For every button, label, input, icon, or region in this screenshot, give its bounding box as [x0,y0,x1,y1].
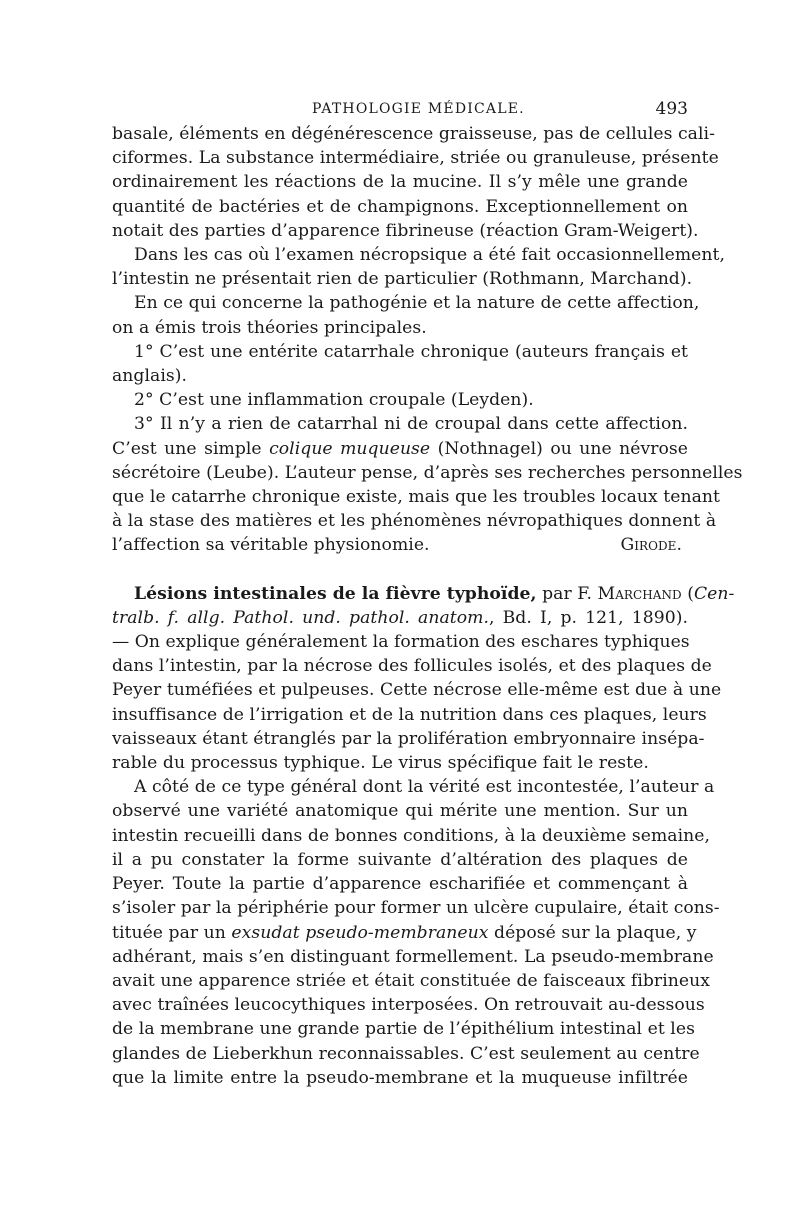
paragraph-necropsy [112,243,725,291]
theory-2 [112,388,688,412]
journal-name: tralb. f. allg. Pathol. und. pathol. anatom. [112,607,489,628]
text-line: adhérant, mais s’en distinguant formellement. La pseudo-membrane [112,946,714,967]
theory-3 [112,412,743,557]
text-line: on a émis trois théories principales. [112,317,427,338]
text-fragment: C’est une simple [112,438,270,459]
journal-name: Cen- [693,583,735,604]
paragraph-pathogeny [112,291,700,339]
text-fragment: déposé sur la plaque, y [488,922,697,943]
book-page [112,96,743,1090]
text-line: basale, éléments en dégénérescence graisseuse, pas de cellules cali- [112,124,715,144]
text-line: avec traînées leucocythiques interposées. On retrouvait au-dessous [112,995,705,1016]
text-line: En ce qui concerne la pathogénie et la nature de cette affection, [134,293,700,314]
text-line [112,921,697,945]
italic-term: exsudat pseudo-membraneux [231,922,489,943]
italic-term: colique muqueuse [269,438,431,459]
text-line: glandes de Lieberkhun reconnaissables. C’est seulement au centre [112,1043,700,1064]
section-gap [112,558,688,582]
text-line: sécrétoire (Leube). L’auteur pense, d’après ses recherches personnelles [112,462,743,483]
text-fragment: (Nothnagel) ou une névrose [430,438,688,459]
text-fragment: par F. [536,583,598,604]
paragraph-mucine [112,122,719,243]
article-author: Marchand [597,583,682,604]
text-line: 3° Il n’y a rien de catarrhal ni de croupal dans cette affection. [134,414,688,435]
theory-1 [112,340,688,388]
text-line: rable du processus typhique. Le virus spécifique fait le reste. [112,753,649,774]
text-line: Peyer. Toute la partie d’apparence escharifiée et commençant à [112,874,688,895]
text-line: insuffisance de l’irrigation et de la nutrition dans ces plaques, leurs [112,704,707,725]
article-title-line [112,582,735,606]
text-fragment: ( [681,583,694,604]
article-typhoid [112,582,735,776]
text-line: il a pu constater la forme suivante d’altération des plaques de [112,849,688,870]
text-line: 1° C’est une entérite catarrhale chronique (auteurs français et [134,341,688,362]
text-line: ordinairement les réactions de la mucine. Il s’y mêle une grande [112,172,688,193]
text-line: de la membrane une grande partie de l’épithélium intestinal et les [112,1019,695,1040]
text-line: avait une apparence striée et était constituée de faisceaux fibrineux [112,970,710,991]
text-line: notait des parties d’apparence fibrineuse (réaction Gram-Weigert). [112,220,699,241]
signature-line [112,533,688,557]
paragraph-variety [112,775,720,1090]
text-line [112,437,688,461]
text-line: s’isoler par la périphérie pour former un ulcère cupulaire, était cons- [112,898,720,919]
author-signature: Girode. [620,535,682,556]
text-line: à la stase des matières et les phénomènes névropathiques donnent à [112,511,717,532]
text-line: intestin recueilli dans de bonnes conditions, à la deuxième semaine, [112,825,710,846]
text-line: 2° C’est une inflammation croupale (Leyden). [134,390,534,411]
text-line: ciformes. La substance intermédiaire, striée ou granuleuse, présente [112,148,719,169]
text-line: Peyer tuméfiées et pulpeuses. Cette nécrose elle-même est due à une [112,680,722,701]
text-line: que le catarrhe chronique existe, mais que les troubles locaux tenant [112,487,720,508]
text-line: A côté de ce type général dont la vérité est incontestée, l’auteur a [134,777,715,798]
page-number: 493 [655,99,688,119]
article-title: Lésions intestinales de la fièvre typhoïde, [134,583,537,604]
text-fragment: tituée par un [112,922,232,943]
running-title: PATHOLOGIE MÉDICALE. [312,101,525,117]
text-line: l’intestin ne présentait rien de particulier (Rothmann, Marchand). [112,269,693,290]
text-line: dans l’intestin, par la nécrose des follicules isolés, et des plaques de [112,656,712,677]
text-line: Dans les cas où l’examen nécropsique a été fait occasionnellement, [134,245,725,266]
citation-line [112,606,688,630]
text-line: l’affection sa véritable physionomie. [112,535,430,556]
text-line: que la limite entre la pseudo-membrane et la muqueuse infiltrée [112,1067,688,1088]
text-line: anglais). [112,366,187,387]
citation-details: , Bd. I, p. 121, 1890). [488,607,688,628]
text-line: vaisseaux étant étranglés par la prolifération embryonnaire insépa- [112,728,705,749]
text-line: — On explique généralement la formation des eschares typhiques [112,632,690,653]
text-line: observé une variété anatomique qui mérite une mention. Sur un [112,801,688,822]
page-header [112,96,688,122]
text-line: quantité de bactéries et de champignons. Exceptionnellement on [112,196,688,217]
